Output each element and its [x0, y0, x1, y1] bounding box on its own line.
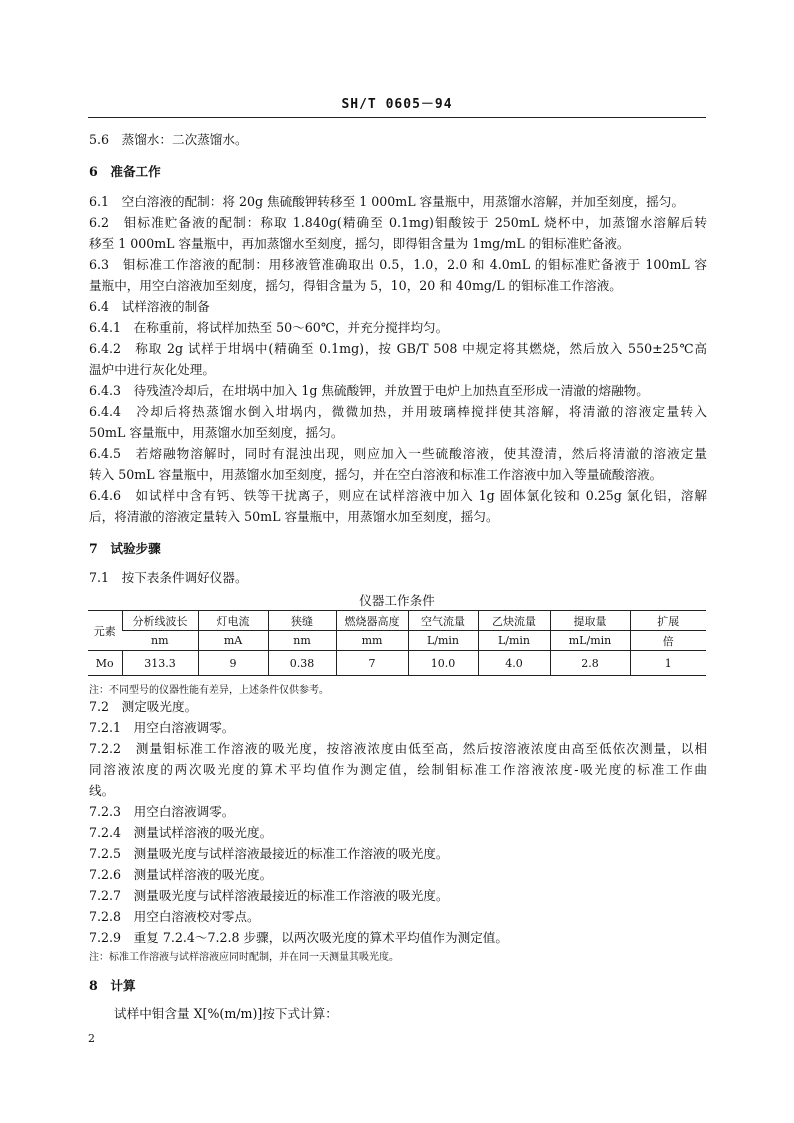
column-unit: L/min — [408, 631, 478, 651]
column-header: 空气流量 — [408, 611, 478, 631]
clause-6-4-4-line2: 50mL 容量瓶中，用蒸馏水加至刻度，摇匀。 — [89, 425, 344, 440]
section-8-heading: 8 计算 — [89, 978, 136, 993]
clause-7-1: 7.1 按下表条件调好仪器。 — [89, 570, 248, 585]
column-unit: 倍 — [630, 631, 706, 651]
clause-6-4: 6.4 试样溶液的制备 — [89, 299, 210, 314]
table-note: 注：不同型号的仪器性能有差异，上述条件仅供参考。 — [89, 685, 329, 696]
table-cell: 4.0 — [478, 651, 550, 676]
page-number: 2 — [88, 1032, 95, 1045]
clause-7-2-4: 7.2.4 测量试样溶液的吸光度。 — [89, 825, 273, 840]
column-header: 灯电流 — [198, 611, 268, 631]
header-rule — [88, 117, 706, 118]
column-unit: L/min — [478, 631, 550, 651]
column-unit: nm — [122, 631, 198, 651]
clause-6-4-5-line2: 转入 50mL 容量瓶中，用蒸馏水加至刻度，摇匀，并在空白溶液和标准工作溶液中加入等量硫酸溶液。 — [89, 467, 663, 482]
clause-6-4-3: 6.4.3 待残渣冷却后，在坩埚中加入 1g 焦硫酸钾，并放置于电炉上加热直至形成一清澈的熔融物。 — [89, 383, 649, 398]
clause-7-2-1: 7.2.1 用空白溶液调零。 — [89, 720, 235, 735]
clause-5-6: 5.6 蒸馏水：二次蒸馏水。 — [89, 132, 248, 147]
clause-7-2-7: 7.2.7 测量吸光度与试样溶液最接近的标准工作溶液的吸光度。 — [89, 888, 449, 903]
column-header: 燃烧器高度 — [336, 611, 408, 631]
table-cell: 10.0 — [408, 651, 478, 676]
instrument-conditions-table — [88, 610, 706, 676]
clause-6-4-4-line1: 6.4.4 冷却后将热蒸馏水倒入坩埚内，微微加热，并用玻璃棒搅拌使其溶解，将清澈的溶液定量转入 — [89, 404, 707, 419]
clause-6-2-line1: 6.2 钼标准贮备液的配制：称取 1.840g(精确至 0.1mg)钼酸铵于 250mL 烧杯中，加蒸馏水溶解后转 — [89, 215, 707, 230]
column-header: 狭缝 — [268, 611, 336, 631]
procedure-note: 注：标准工作溶液与试样溶液应同时配制，并在同一天测量其吸光度。 — [89, 952, 399, 963]
clause-6-4-5-line1: 6.4.5 若熔融物溶解时，同时有混浊出现，则应加入一些硫酸溶液，使其澄清，然后将清澈的溶液定量 — [89, 446, 707, 461]
clause-6-3-line2: 量瓶中，用空白溶液加至刻度，摇匀，得钼含量为 5，10，20 和 40mg/L 的钼标准工作溶液。 — [89, 278, 622, 293]
table-caption: 仪器工作条件 — [359, 593, 435, 608]
column-unit: mL/min — [550, 631, 630, 651]
table-row — [88, 651, 706, 676]
clause-7-2-2-line2: 同溶液浓度的两次吸光度的算术平均值作为测定值，绘制钼标准工作溶液浓度-吸光度的标准工作曲 — [89, 762, 707, 777]
clause-7-2-5: 7.2.5 测量吸光度与试样溶液最接近的标准工作溶液的吸光度。 — [89, 846, 449, 861]
calculation-intro: 试样中钼含量 X[%(m/m)]按下式计算： — [114, 1006, 338, 1021]
clause-7-2: 7.2 测定吸光度。 — [89, 699, 198, 714]
table-cell: 1 — [630, 651, 706, 676]
column-unit: mA — [198, 631, 268, 651]
table-cell-element: Mo — [88, 651, 122, 676]
clause-7-2-2-line3: 线。 — [89, 783, 115, 798]
clause-6-3-line1: 6.3 钼标准工作溶液的配制：用移液管准确取出 0.5，1.0，2.0 和 4.0mL 的钼标准贮备液于 100mL 容 — [89, 257, 707, 272]
column-header: 提取量 — [550, 611, 630, 631]
table-cell: 2.8 — [550, 651, 630, 676]
table-header-element: 元素 — [88, 611, 122, 651]
clause-6-4-1: 6.4.1 在称重前，将试样加热至 50～60℃，并充分搅拌均匀。 — [89, 320, 449, 335]
clause-6-1: 6.1 空白溶液的配制：将 20g 焦硫酸钾转移至 1 000mL 容量瓶中，用蒸馏水溶解，并加至刻度，摇匀。 — [89, 194, 685, 209]
section-6-heading: 6 准备工作 — [89, 164, 161, 179]
running-header: SH/T 0605－94 — [341, 97, 453, 112]
clause-6-4-2-line1: 6.4.2 称取 2g 试样于坩埚中(精确至 0.1mg)，按 GB/T 508 中规定将其燃烧，然后放入 550±25℃高 — [89, 341, 707, 356]
column-unit: mm — [336, 631, 408, 651]
clause-6-4-6-line2: 后，将清澈的溶液定量转入 50mL 容量瓶中，用蒸馏水加至刻度，摇匀。 — [89, 509, 499, 524]
clause-7-2-6: 7.2.6 测量试样溶液的吸光度。 — [89, 867, 273, 882]
table-cell: 7 — [336, 651, 408, 676]
section-7-heading: 7 试验步骤 — [89, 541, 161, 556]
table-cell: 0.38 — [268, 651, 336, 676]
clause-6-2-line2: 移至 1 000mL 容量瓶中，再加蒸馏水至刻度，摇匀，即得钼含量为 1mg/mL 的钼标准贮备液。 — [89, 236, 630, 251]
column-unit: nm — [268, 631, 336, 651]
clause-7-2-3: 7.2.3 用空白溶液调零。 — [89, 804, 235, 819]
clause-7-2-9: 7.2.9 重复 7.2.4～7.2.8 步骤，以两次吸光度的算术平均值作为测定值。 — [89, 930, 508, 945]
column-header: 扩展 — [630, 611, 706, 631]
table-cell: 313.3 — [122, 651, 198, 676]
clause-7-2-8: 7.2.8 用空白溶液校对零点。 — [89, 909, 260, 924]
column-header: 乙炔流量 — [478, 611, 550, 631]
column-header: 分析线波长 — [122, 611, 198, 631]
table-cell: 9 — [198, 651, 268, 676]
clause-6-4-2-line2: 温炉中进行灰化处理。 — [89, 362, 215, 377]
clause-6-4-6-line1: 6.4.6 如试样中含有钙、铁等干扰离子，则应在试样溶液中加入 1g 固体氯化铵和 0.25g 氯化铝，溶解 — [89, 488, 707, 503]
clause-7-2-2-line1: 7.2.2 测量钼标准工作溶液的吸光度，按溶液浓度由低至高，然后按溶液浓度由高至低依次测量，以相 — [89, 741, 707, 756]
